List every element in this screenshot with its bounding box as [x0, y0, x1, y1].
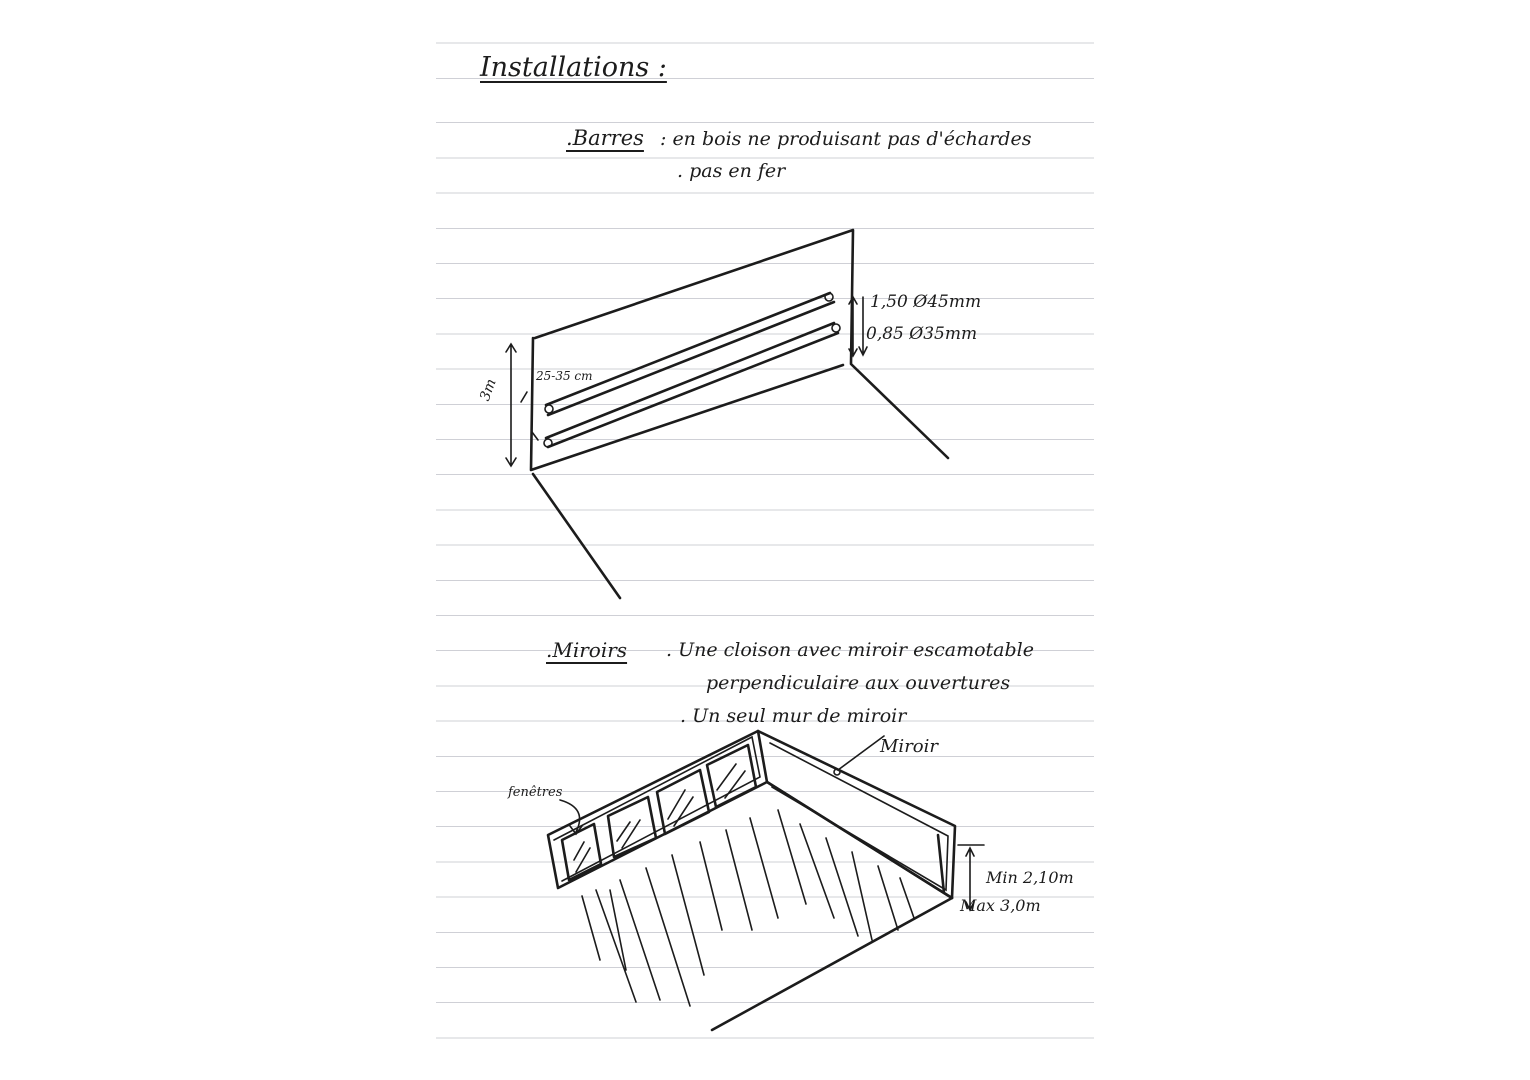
- miroir-sketch: [548, 731, 984, 1030]
- barres-line-2: . pas en fer: [677, 160, 786, 182]
- mirror-label: Miroir: [880, 736, 938, 757]
- bar-top-label: 1,50 Ø45mm: [870, 292, 982, 312]
- barre-sketch: [506, 230, 948, 598]
- mirror-min-height-label: Min 2,10m: [986, 868, 1074, 887]
- page-title: Installations :: [480, 52, 667, 83]
- miroirs-line-3: . Un seul mur de miroir: [680, 705, 907, 727]
- miroirs-line-2: perpendiculaire aux ouvertures: [706, 672, 1011, 694]
- miroirs-heading: [546, 640, 627, 660]
- miroirs-heading-text: .Miroirs: [546, 638, 628, 662]
- windows-label: fenêtres: [508, 785, 563, 800]
- barre-height-label: 3m: [477, 376, 500, 404]
- barres-heading-text: .Barres: [566, 126, 644, 150]
- barres-line-1: : en bois ne produisant pas d'échardes: [660, 128, 1032, 150]
- bar-bottom-label: 0,85 Ø35mm: [866, 324, 978, 344]
- barre-spacing-label: 25-35 cm: [536, 369, 593, 383]
- miroirs-line-1: . Une cloison avec miroir escamotable: [666, 639, 1034, 661]
- mirror-max-height-label: Max 3,0m: [960, 896, 1041, 915]
- barres-heading: [566, 128, 644, 149]
